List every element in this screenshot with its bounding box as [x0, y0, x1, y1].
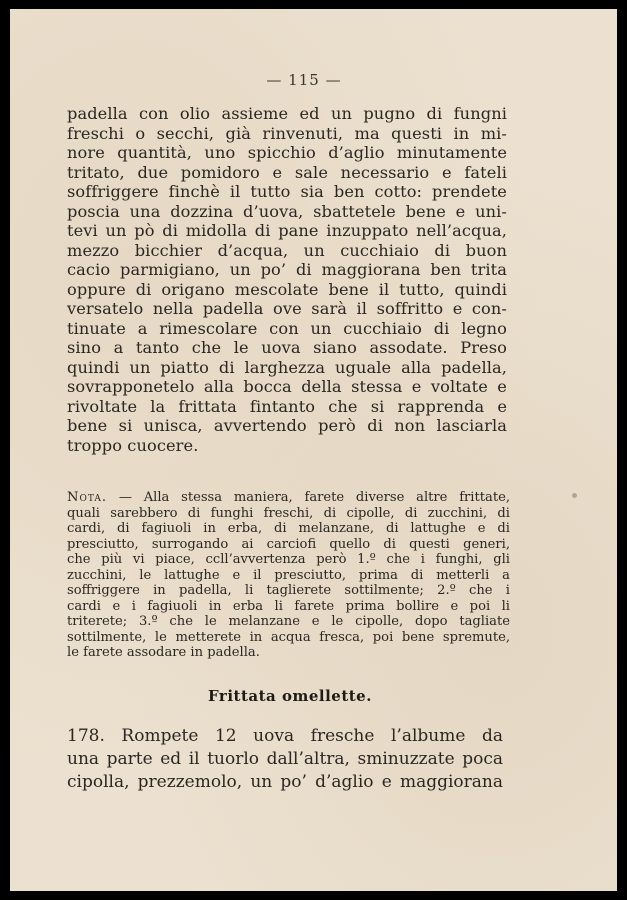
- text-line: padella con olio assieme ed un pugno di fungni: [67, 104, 507, 123]
- recipe-paragraph: [67, 725, 503, 794]
- book-page: [10, 9, 617, 891]
- text-line: versatelo nella padella ove sarà il soffritto e con-: [67, 299, 507, 318]
- text-line: tevi un pò di midolla di pane inzuppato nell’acqua,: [67, 221, 507, 240]
- text-line: poscia una dozzina d’uova, sbattetele bene e uni-: [67, 201, 507, 221]
- text-line: rivoltate la frittata fintanto che si rapprenda e: [67, 396, 507, 416]
- text-line: sino a tanto che le uova siano assodate. Preso: [67, 338, 507, 357]
- text-line: tritato, due pomidoro e sale necessario e fateli: [67, 162, 507, 182]
- recipe-line: 178. Rompete 12 uova fresche l’albume da: [67, 726, 503, 746]
- text-line: cacio parmigiano, un po’ di maggiorana ben trita: [67, 260, 507, 279]
- recipe-line: una parte ed il tuorlo dall’altra, sminuzzate poca: [67, 749, 503, 769]
- note-line: cardi, di fagiuoli in erba, di melanzane, di lattughe e di: [67, 521, 510, 536]
- note-line: quali sarebbero di funghi freschi, di cipolle, di zucchini, di: [67, 505, 510, 521]
- text-line: quindi un piatto di larghezza uguale alla padella,: [67, 357, 507, 377]
- recipe-heading: Frittata omellette.: [208, 687, 372, 705]
- note-line: soffriggere in padella, li taglierete sottilmente; 2.º che i: [67, 583, 510, 598]
- text-line: bene si unisca, avvertendo però di non lasciarla: [67, 416, 507, 435]
- text-line: oppure di origano mescolate bene il tutto, quindi: [67, 279, 507, 299]
- note-line: triterete; 3.º che le melanzane e le cipolle, dopo tagliate: [67, 614, 510, 629]
- note-line: sottilmente, le metterete in acqua fresca, poi bene spremute,: [67, 629, 510, 645]
- note-line: presciutto, surrogando ai carciofi quello di questi generi,: [67, 536, 510, 552]
- text-line: mezzo bicchier d’acqua, un cucchiaio di buon: [67, 240, 507, 260]
- page-number: — 115 —: [266, 71, 342, 89]
- note-line: zucchini, le lattughe e il presciutto, prima di metterli a: [67, 567, 510, 583]
- note-label: Nota.: [67, 490, 108, 505]
- text-line: nore quantità, uno spicchio d’aglio minutamente: [67, 143, 507, 162]
- text-line: troppo cuocere.: [67, 435, 199, 455]
- note-first-line-text: — Alla stessa maniera, farete diverse altre frittate,: [118, 490, 510, 505]
- note-line: cardi e i fagiuoli in erba li farete prima bollire e poi li: [67, 598, 510, 614]
- recipe-line: cipolla, prezzemolo, un po’ d’aglio e maggiorana: [67, 772, 503, 792]
- text-line: sovrapponetelo alla bocca della stessa e voltate e: [67, 377, 507, 396]
- note-first-line: [67, 490, 510, 506]
- paper-stain: [572, 493, 577, 498]
- text-line: freschi o secchi, già rinvenuti, ma questi in mi-: [67, 123, 507, 143]
- text-line: soffriggere finchè il tutto sia ben cotto: prendete: [67, 182, 507, 201]
- note-line: le farete assodare in padella.: [67, 645, 260, 660]
- text-line: tinuate a rimescolare con un cucchiaio di legno: [67, 318, 507, 338]
- note-line: che più vi piace, ccll’avvertenza però 1.º che i funghi, gli: [67, 552, 510, 567]
- main-paragraph: [67, 104, 507, 455]
- note-paragraph: [67, 490, 510, 661]
